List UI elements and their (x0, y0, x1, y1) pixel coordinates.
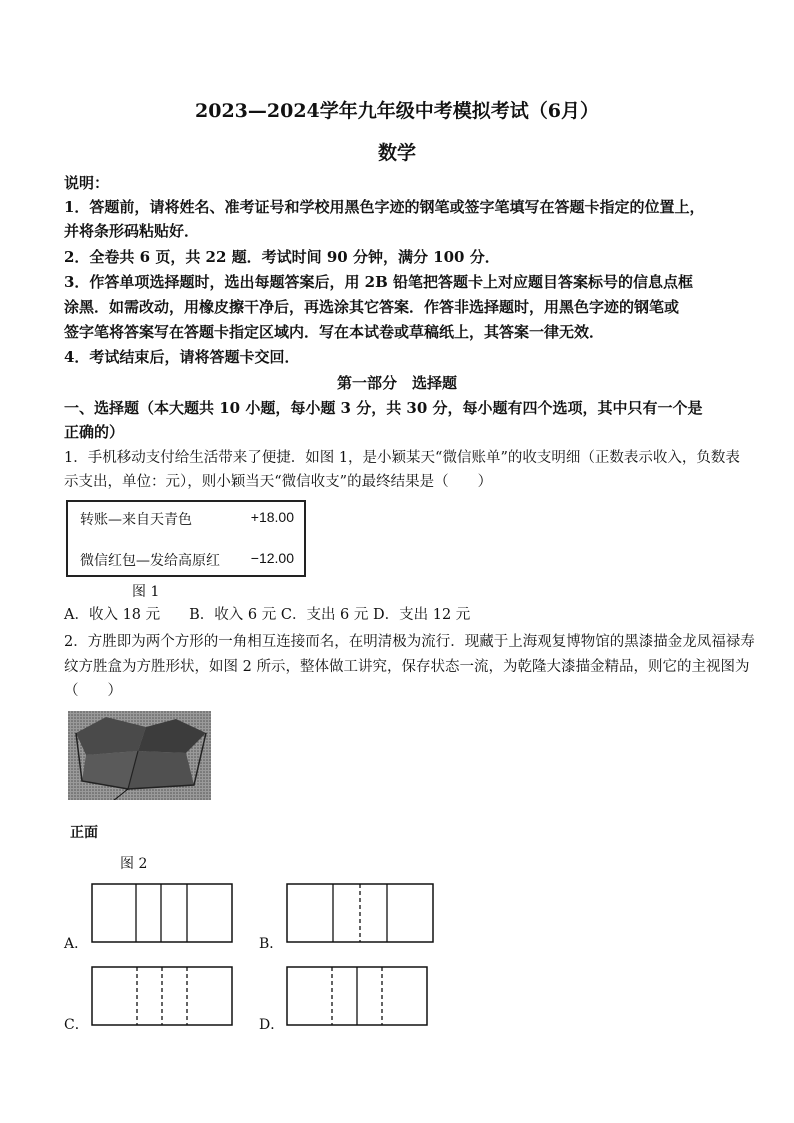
instruction-line: 4．考试结束后，请将答题卡交回． (64, 348, 300, 366)
figure-2-caption: 图 2 (120, 856, 148, 872)
bill-row-label: 微信红包—发给高原红 (80, 553, 220, 569)
bill-row-value: +18.00 (250, 509, 294, 525)
option-a-figure (91, 883, 233, 943)
bill-row-label: 转账—来自天青色 (80, 512, 192, 528)
option-b-label: B． (259, 936, 284, 952)
option-d-figure (286, 966, 428, 1026)
front-view-label: 正面 (70, 825, 98, 841)
wechat-bill-figure (66, 500, 306, 577)
question-2-text-cont: （ ） (64, 683, 122, 699)
question-1-options: A．收入 18 元 B．收入 6 元 C．支出 6 元 D．支出 12 元 (64, 607, 471, 623)
question-1-text: 1．手机移动支付给生活带来了便捷．如图 1，是小颖某天“微信账单”的收支明细（正数表示收入，负数表 (64, 450, 740, 466)
figure-1-caption: 图 1 (132, 584, 160, 600)
option-c-figure (91, 966, 233, 1026)
instruction-line: 2．全卷共 6 页，共 22 题．考试时间 90 分钟，满分 100 分． (64, 248, 500, 266)
question-1-text-cont: 示支出，单位：元），则小颖当天“微信收支”的最终结果是（ ） (64, 474, 493, 490)
option-c-label: C． (64, 1017, 89, 1033)
option-d-label: D． (259, 1017, 285, 1033)
instruction-line: 1．答题前，请将姓名、准考证号和学校用黑色字迹的钢笔或签字笔填写在答题卡指定的位置上， (64, 198, 705, 216)
section-heading-cont: 正确的） (64, 423, 125, 441)
bill-row-expense (80, 550, 294, 570)
option-b-figure (286, 883, 434, 943)
question-2-text-cont: 纹方胜盒为方胜形状，如图 2 所示，整体做工讲究，保存状态一流，为乾隆大漆描金精品，则它的主视图为 (64, 659, 750, 675)
subject-title: 数学 (377, 142, 416, 164)
instruction-line: 涂黑．如需改动，用橡皮擦干净后，再选涂其它答案．作答非选择题时，用黑色字迹的钢笔或 (64, 298, 680, 316)
instruction-line: 签字笔将答案写在答题卡指定区域内．写在本试卷或草稿纸上，其答案一律无效． (64, 323, 605, 341)
exam-title: 2023—2024学年九年级中考模拟考试（6月） (195, 100, 599, 122)
instruction-line: 3．作答单项选择题时，选出每题答案后，用 2B 铅笔把答题卡上对应题目答案标号的信息点框 (64, 273, 694, 291)
section-heading: 一、选择题（本大题共 10 小题，每小题 3 分，共 30 分，每小题有四个选项，其中只有一个是 (64, 399, 703, 417)
part-one-heading: 第一部分 选择题 (336, 374, 457, 392)
bill-row-income (80, 509, 294, 529)
question-2-text: 2．方胜即为两个方形的一角相互连接而名，在明清极为流行．现藏于上海观复博物馆的黑漆描金龙凤福禄寿 (64, 634, 755, 650)
fangsheng-box-photo (68, 711, 211, 800)
instruction-line: 并将条形码粘贴好． (64, 222, 200, 240)
bill-row-value: −12.00 (250, 550, 294, 566)
option-a-label: A． (64, 936, 89, 952)
instructions-heading: 说明： (64, 174, 110, 192)
